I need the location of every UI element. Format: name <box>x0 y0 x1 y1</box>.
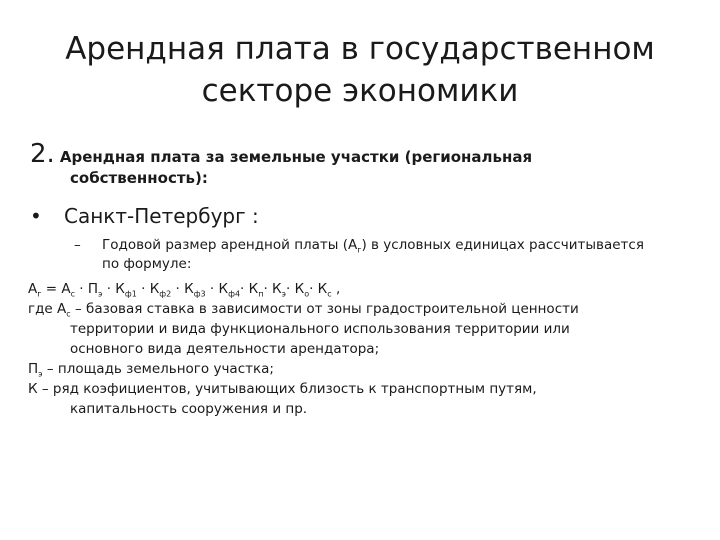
definition-k-cont: капитальность сооружения и пр. <box>70 401 308 417</box>
formula-block <box>28 279 688 419</box>
definition-p: $П_э$ – площадь земельного участка; <box>28 361 274 379</box>
definition-ac-cont-2: основного вида деятельности арендатора; <box>70 341 380 357</box>
definition-ac-cont-1: территории и вида функционального использования территории или <box>70 321 570 337</box>
bullet-text: Санкт-Петербург : <box>64 204 259 228</box>
definition-ac: где $А_с$ – базовая ставка в зависимости от зоны градостроительной ценности <box>28 301 579 319</box>
section-heading-line-2: собственность): <box>70 169 208 187</box>
title-line-2: секторе экономики <box>201 73 519 109</box>
definition-k: К – ряд коэфициентов, учитывающих близость к транспортным путям, <box>28 381 537 397</box>
slide-title <box>60 28 660 112</box>
sub-item-line-1: Годовой размер арендной платы $(А_г)$ в условных единицах рассчитывается <box>102 237 644 255</box>
title-line-1: Арендная плата в государственном <box>65 31 655 67</box>
formula: $А_г = А_с \cdot П_э \cdot К_{ф1} \cdot К_{ф2} \cdot К_{ф3} \cdot К_{ф4}\cdot К_п\cdot К_э\cdot К_о\cdot К_с$ , <box>28 281 341 299</box>
sub-item <box>74 236 692 274</box>
bullet-item <box>30 201 259 231</box>
section-heading-line-1: Арендная плата за земельные участки (региональная <box>59 148 533 166</box>
bullet-marker: • <box>30 204 42 228</box>
section-number: 2. <box>30 139 55 169</box>
dash-marker: – <box>74 237 81 253</box>
sub-item-line-2: по формуле: <box>102 256 192 272</box>
